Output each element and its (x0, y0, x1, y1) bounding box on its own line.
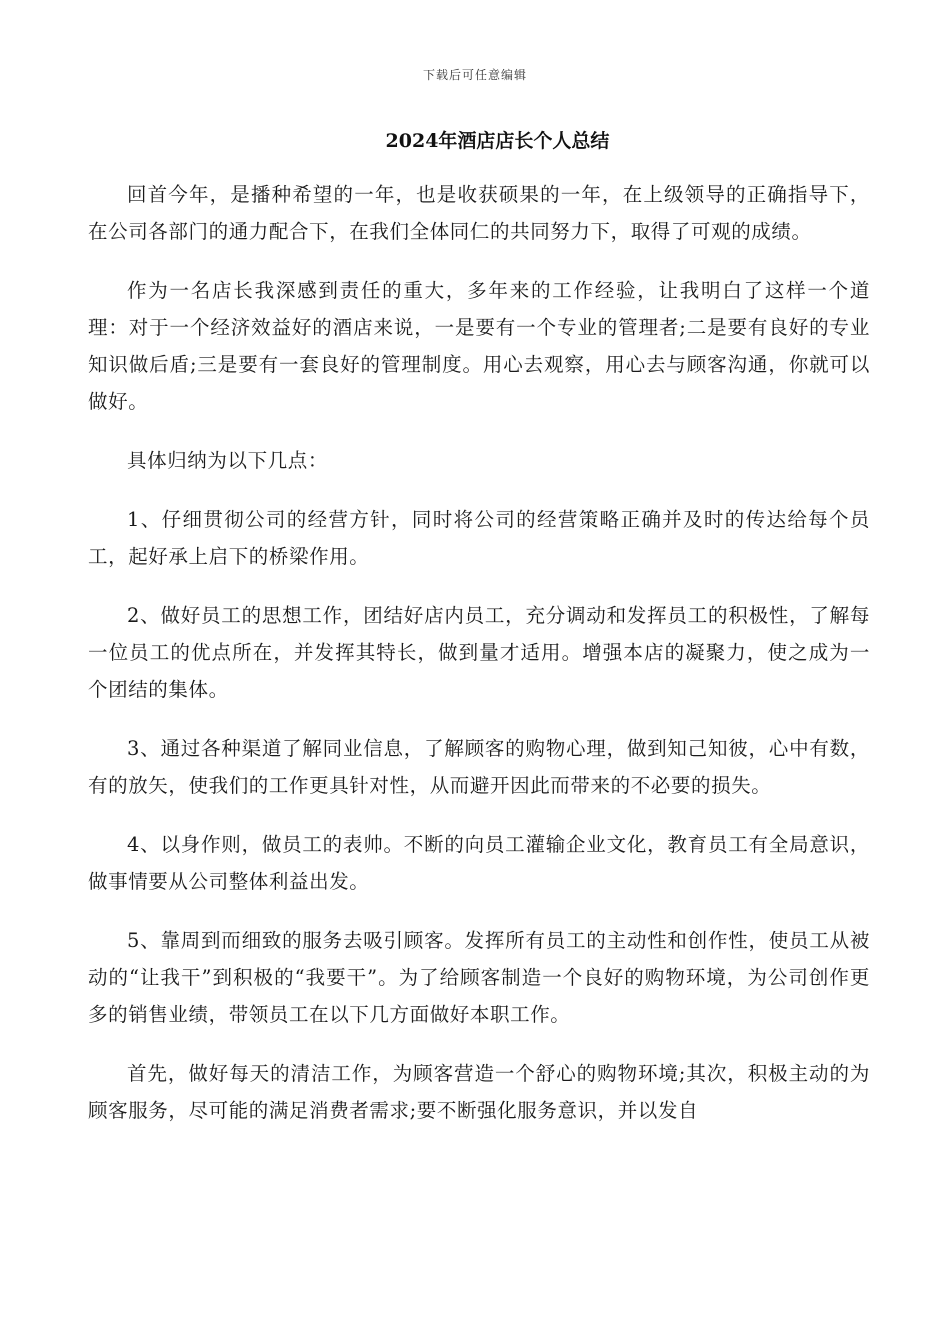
paragraph-point-4: 4、以身作则，做员工的表帅。不断的向员工灌输企业文化，教育员工有全局意识，做事情要从公司整体利益出发。 (88, 833, 870, 893)
paragraph-point-5: 5、靠周到而细致的服务去吸引顾客。发挥所有员工的主动性和创作性，使员工从被动的“让我干”到积极的“我要干”。为了给顾客制造一个良好的购物环境，为公司创作更多的销售业绩，带领员工在以下几方面做好本职工作。 (88, 929, 870, 1026)
paragraph-intro: 回首今年，是播种希望的一年，也是收获硕果的一年，在上级领导的正确指导下，在公司各部门的通力配合下，在我们全体同仁的共同努力下，取得了可观的成绩。 (88, 183, 870, 243)
header-note: 下载后可任意编辑 (422, 68, 527, 82)
paragraph-point-2: 2、做好员工的思想工作，团结好店内员工，充分调动和发挥员工的积极性，了解每一位员工的优点所在，并发挥其特长，做到量才适用。增强本店的凝聚力，使之成为一个团结的集体。 (88, 604, 870, 701)
paragraph-point-1: 1、仔细贯彻公司的经营方针，同时将公司的经营策略正确并及时的传达给每个员工，起好承上启下的桥梁作用。 (88, 508, 870, 568)
paragraph-summary-heading: 具体归纳为以下几点： (127, 449, 329, 472)
paragraph-responsibility: 作为一名店长我深感到责任的重大，多年来的工作经验，让我明白了这样一个道理：对于一个经济效益好的酒店来说，一是要有一个专业的管理者;二是要有良好的专业知识做后盾;三是要有一套良好的管理制度。用心去观察，用心去与顾客沟通，你就可以做好。 (88, 279, 870, 413)
document-title: 2024年酒店店长个人总结 (385, 130, 610, 152)
document-body (88, 176, 870, 1151)
paragraph-point-3: 3、通过各种渠道了解同业信息，了解顾客的购物心理，做到知己知彼，心中有数，有的放矢，使我们的工作更具针对性，从而避开因此而带来的不必要的损失。 (88, 737, 870, 797)
paragraph-first-second: 首先，做好每天的清洁工作，为顾客营造一个舒心的购物环境;其次，积极主动的为顾客服务，尽可能的满足消费者需求;要不断强化服务意识，并以发自 (88, 1062, 870, 1122)
